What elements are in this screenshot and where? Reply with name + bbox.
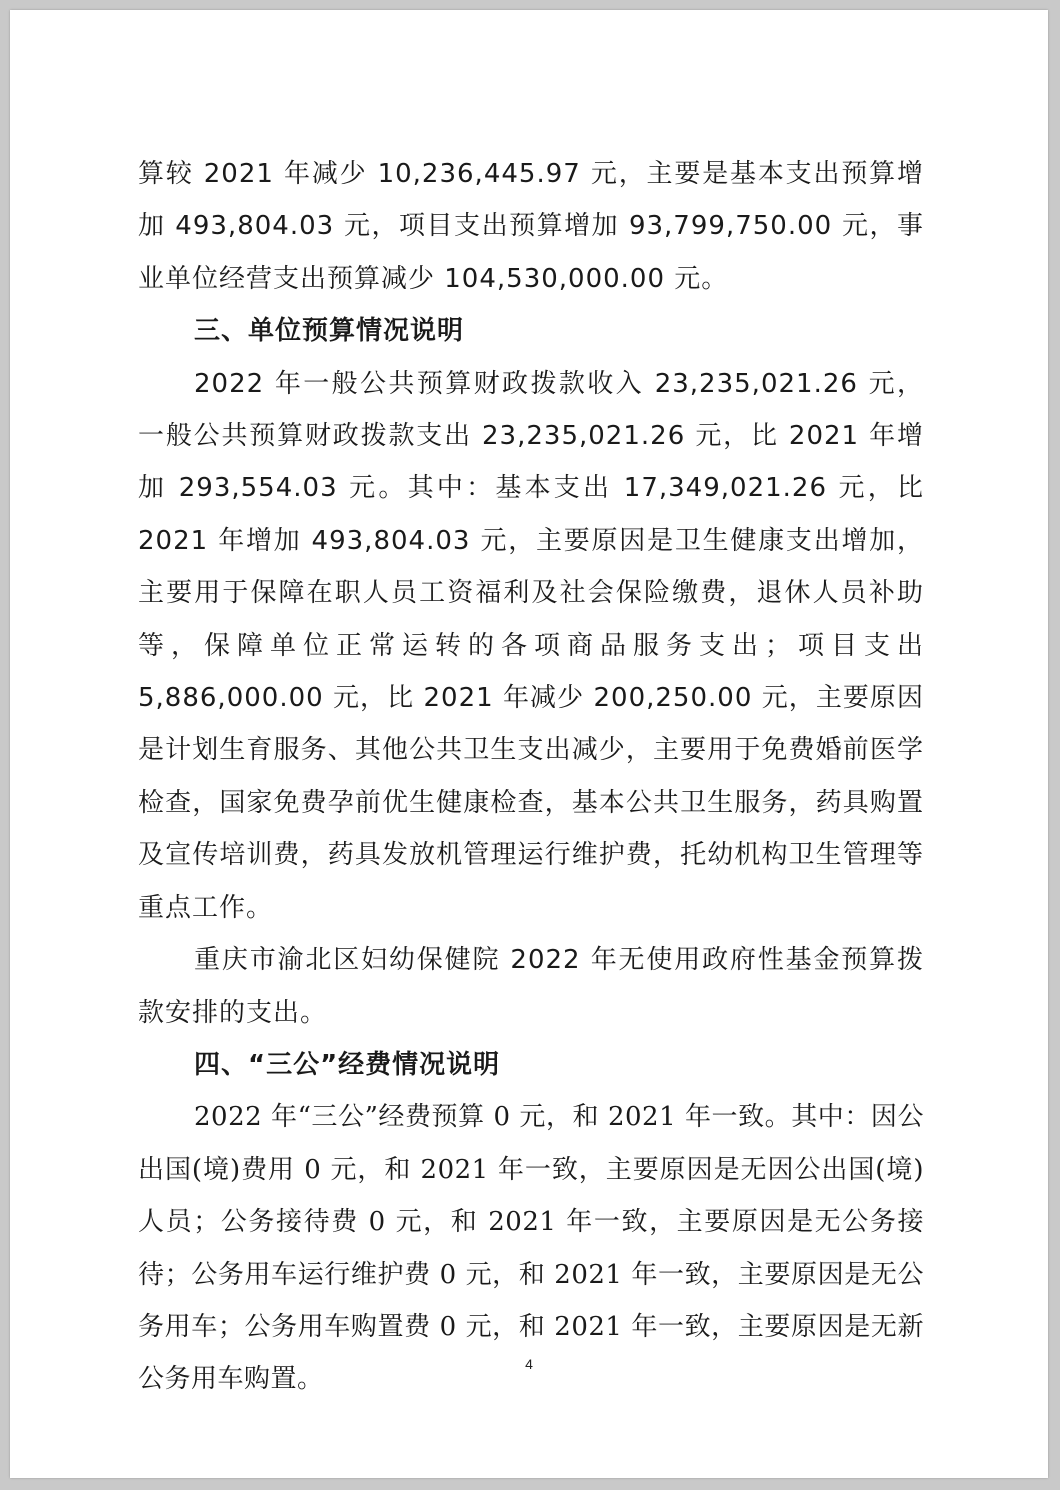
intro-paragraph: 算较 2021 年减少 10,236,445.97 元，主要是基本支出预算增加 493,804.03 元，项目支出预算增加 93,799,750.00 元，事业单位经营支出预算减少 104,530,000.00 元。 [138, 159, 924, 294]
section-3-paragraph-2: 重庆市渝北区妇幼保健院 2022 年无使用政府性基金预算拨款安排的支出。 [138, 945, 924, 1028]
section-4-paragraph-1: 2022 年“三公”经费预算 0 元，和 2021 年一致。其中：因公出国(境)费用 0 元，和 2021 年一致，主要原因是无因公出国(境)人员；公务接待费 0 元，和 2021 年一致，主要原因是无公务接待；公务用车运行维护费 0 元，和 2021 年一致，主要原因是无公务用车；公务用车购置费 0 元，和 2021 年一致，主要原因是无新公务用车购置。 [138, 1102, 924, 1395]
section-4-heading: 四、“三公”经费情况说明 [194, 1049, 501, 1080]
section-3-paragraph-1: 2022 年一般公共预算财政拨款收入 23,235,021.26 元，一般公共预算财政拨款支出 23,235,021.26 元，比 2021 年增加 293,554.03 元。其中：基本支出 17,349,021.26 元，比 2021 年增加 493,804.03 元，主要原因是卫生健康支出增加，主要用于保障在职人员工资福利及社会保险缴费，退休人员补助等，保障单位正常运转的各项商品服务支出；项目支出 5,886,000.00 元，比 2021 年减少 200,250.00 元，主要原因是计划生育服务、其他公共卫生支出减少，主要用于免费婚前医学检查，国家免费孕前优生健康检查，基本公共卫生服务，药具购置及宣传培训费，药具发放机管理运行维护费，托幼机构卫生管理等重点工作。 [138, 368, 924, 923]
section-3-heading: 三、单位预算情况说明 [194, 316, 465, 347]
page-content [138, 148, 924, 1406]
page-number: 4 [525, 1356, 533, 1372]
document-page [10, 10, 1048, 1478]
